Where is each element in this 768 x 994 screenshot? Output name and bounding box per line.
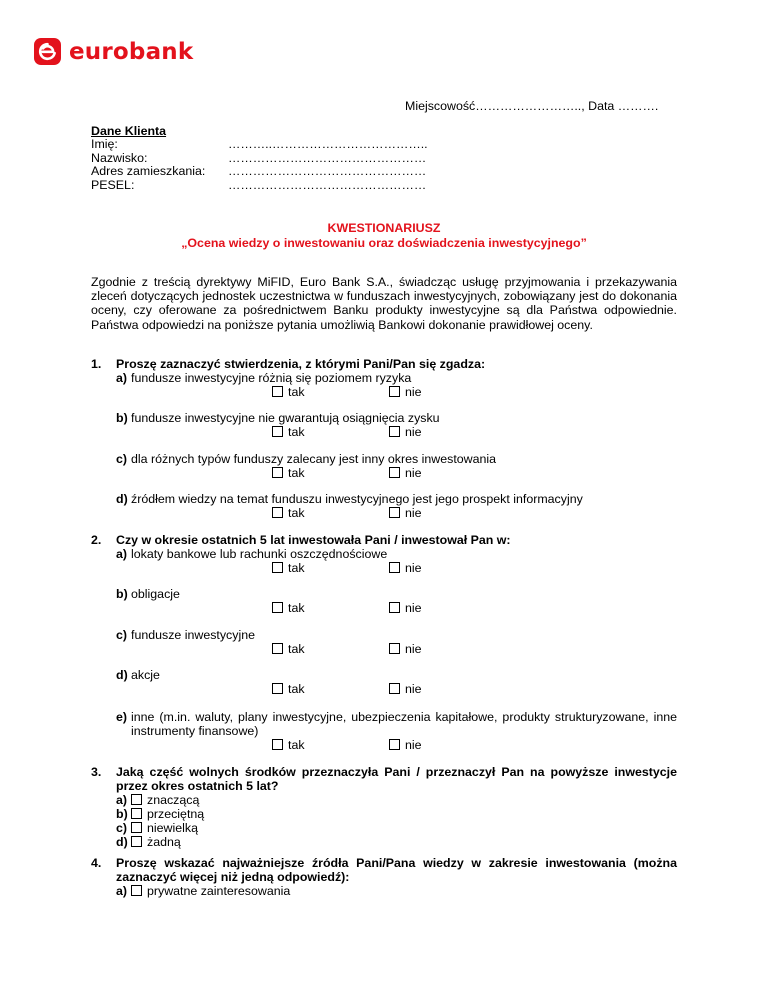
title-main: KWESTIONARIUSZ [327, 221, 441, 235]
option-label: nie [405, 738, 422, 752]
q1d-no-option[interactable] [389, 506, 422, 520]
option-label: nie [405, 642, 422, 656]
question-3-heading [91, 765, 677, 793]
item-letter: c) [116, 452, 128, 466]
intro-paragraph: Zgodnie z treścią dyrektywy MiFID, Euro Bank S.A., świadcząc usługę przyjmowania i przekazywania zleceń dotyczących jednostek uczestnictwa w funduszach inwestycyjnych, zobowiązany jest do dokonania oceny, czy oferowane za pośrednictwem Banku produkty inwestycyjne są dla Państwa odpowiednie. Państwa odpowiedzi na poniższe pytania umożliwią Bankowi dokonanie prawidłowej oceny. [91, 275, 677, 332]
field-label: PESEL: [91, 177, 135, 192]
option-label: żadną [147, 835, 181, 849]
q2b-yes-option[interactable] [272, 601, 305, 615]
client-data-title: Dane Klienta [91, 124, 167, 138]
title-subtitle: „Ocena wiedzy o inwestowaniu oraz doświadczenia inwestycyjnego” [181, 236, 587, 250]
question-number: 2. [91, 533, 102, 547]
item-letter: d) [116, 835, 128, 849]
checkbox[interactable] [131, 885, 142, 896]
option-label: tak [288, 738, 305, 752]
client-data [91, 125, 428, 192]
option-label: tak [288, 506, 305, 520]
checkbox[interactable] [389, 683, 400, 694]
checkbox[interactable] [389, 386, 400, 397]
option-label: tak [288, 466, 305, 480]
option-label: tak [288, 682, 305, 696]
date-field[interactable]: Data ………. [588, 99, 659, 113]
item-text: lokaty bankowe lub rachunki oszczędnościowe [131, 547, 388, 561]
q2a-yes-option[interactable] [272, 561, 305, 575]
checkbox[interactable] [131, 808, 142, 819]
checkbox[interactable] [272, 602, 283, 613]
q1a-yes-option[interactable] [272, 385, 305, 399]
place-field[interactable]: Miejscowość…………………….., [405, 99, 585, 113]
question-number: 1. [91, 357, 102, 371]
option-label: tak [288, 385, 305, 399]
field-label: Nazwisko: [91, 150, 148, 165]
checkbox[interactable] [272, 683, 283, 694]
q1b-no-option[interactable] [389, 425, 422, 439]
item-text: obligacje [131, 587, 180, 601]
question-text: Jaką część wolnych środków przeznaczyła Pani / przeznaczył Pan na powyższe inwestycje przez okres ostatnich 5 lat? [116, 765, 677, 793]
checkbox[interactable] [389, 739, 400, 750]
eurobank-logo-text: eurobank [69, 38, 194, 65]
option-label: znaczącą [147, 793, 200, 807]
client-field-row [91, 179, 428, 192]
checkbox[interactable] [272, 739, 283, 750]
question-text: Czy w okresie ostatnich 5 lat inwestowała Pani / inwestował Pan w: [116, 533, 511, 547]
client-field-row [91, 152, 428, 165]
question-2 [91, 533, 677, 752]
question-number: 3. [91, 765, 102, 779]
item-text: inne (m.in. waluty, plany inwestycyjne, ubezpieczenia kapitałowe, produkty strukturyzowane, inne instrumenty finansowe) [131, 710, 677, 738]
checkbox[interactable] [272, 426, 283, 437]
option-label: nie [405, 601, 422, 615]
q1-item-c [116, 452, 496, 466]
q3-option-c[interactable] [116, 821, 198, 835]
option-label: przeciętną [147, 807, 205, 821]
item-letter: a) [116, 884, 128, 898]
q2e-no-option[interactable] [389, 738, 422, 752]
q2-item-c [116, 628, 255, 642]
question-1 [91, 357, 677, 520]
checkbox[interactable] [389, 643, 400, 654]
option-label: prywatne zainteresowania [147, 884, 291, 898]
option-label: nie [405, 506, 422, 520]
client-field-row [91, 138, 428, 151]
item-letter: b) [116, 411, 128, 425]
item-text: dla różnych typów funduszy zalecany jest inny okres inwestowania [131, 452, 497, 466]
item-text: akcje [131, 668, 160, 682]
item-letter: a) [116, 547, 128, 561]
item-letter: a) [116, 793, 128, 807]
q4-option-a[interactable] [116, 884, 290, 898]
option-label: niewielką [147, 821, 198, 835]
q2c-yes-option[interactable] [272, 642, 305, 656]
q1-item-a [116, 371, 411, 385]
option-label: nie [405, 425, 422, 439]
checkbox[interactable] [389, 426, 400, 437]
q2d-yes-option[interactable] [272, 682, 305, 696]
q1-item-d [116, 492, 583, 506]
checkbox[interactable] [272, 386, 283, 397]
q2-item-d [116, 668, 160, 682]
checkbox[interactable] [131, 836, 142, 847]
q2b-no-option[interactable] [389, 601, 422, 615]
item-letter: d) [116, 492, 128, 506]
question-number: 4. [91, 856, 102, 870]
place-date-line [405, 99, 658, 113]
option-label: nie [405, 682, 422, 696]
last-name-field[interactable]: ………………………………………… [228, 150, 427, 165]
q2-item-a [116, 547, 387, 561]
questionnaire-title [0, 221, 768, 251]
q2c-no-option[interactable] [389, 642, 422, 656]
item-text: fundusze inwestycyjne [131, 628, 255, 642]
eurobank-logo [34, 38, 193, 65]
checkbox[interactable] [389, 602, 400, 613]
question-text: Proszę wskazać najważniejsze źródła Pani/Pana wiedzy w zakresie inwestowania (można zaznaczyć więcej niż jedną odpowiedź): [116, 856, 677, 884]
checkbox[interactable] [389, 507, 400, 518]
option-label: tak [288, 601, 305, 615]
eurobank-logo-icon [34, 38, 61, 65]
item-letter: b) [116, 807, 128, 821]
checkbox[interactable] [389, 562, 400, 573]
q2e-yes-option[interactable] [272, 738, 305, 752]
item-text: fundusze inwestycyjne nie gwarantują osiągnięcia zysku [131, 411, 440, 425]
question-3 [91, 765, 677, 849]
item-letter: c) [116, 821, 128, 835]
item-letter: c) [116, 628, 128, 642]
q1a-no-option[interactable] [389, 385, 422, 399]
q2a-no-option[interactable] [389, 561, 422, 575]
q2d-no-option[interactable] [389, 682, 422, 696]
first-name-field[interactable]: ………..……………………………….. [228, 137, 428, 152]
q1-item-b [116, 411, 440, 425]
q3-option-d[interactable] [116, 835, 181, 849]
item-letter: a) [116, 371, 128, 385]
q1d-yes-option[interactable] [272, 506, 305, 520]
question-4-heading [91, 856, 677, 884]
checkbox[interactable] [272, 562, 283, 573]
item-text: fundusze inwestycyjne różnią się poziomem ryzyka [131, 371, 412, 385]
q2-item-b [116, 587, 180, 601]
q1c-no-option[interactable] [389, 466, 422, 480]
checkbox[interactable] [272, 643, 283, 654]
client-field-row [91, 165, 428, 178]
option-label: nie [405, 466, 422, 480]
address-field[interactable]: ………………………………………… [228, 164, 427, 179]
pesel-field[interactable]: ………………………………………… [228, 177, 427, 192]
item-text: źródłem wiedzy na temat funduszu inwestycyjnego jest jego prospekt informacyjny [131, 492, 583, 506]
q1c-yes-option[interactable] [272, 466, 305, 480]
checkbox[interactable] [272, 507, 283, 518]
checkbox[interactable] [131, 794, 142, 805]
checkbox[interactable] [272, 467, 283, 478]
item-letter: d) [116, 668, 128, 682]
item-letter: b) [116, 587, 128, 601]
checkbox[interactable] [389, 467, 400, 478]
option-label: tak [288, 425, 305, 439]
checkbox[interactable] [131, 822, 142, 833]
q2-item-e [116, 710, 677, 738]
question-4 [91, 856, 677, 898]
q3-option-b[interactable] [116, 807, 204, 821]
field-label: Imię: [91, 137, 118, 152]
q3-option-a[interactable] [116, 793, 199, 807]
question-1-heading [91, 357, 677, 371]
option-label: nie [405, 385, 422, 399]
option-label: tak [288, 561, 305, 575]
question-2-heading [91, 533, 677, 547]
option-label: nie [405, 561, 422, 575]
option-label: tak [288, 642, 305, 656]
q1b-yes-option[interactable] [272, 425, 305, 439]
question-text: Proszę zaznaczyć stwierdzenia, z którymi Pani/Pan się zgadza: [116, 357, 486, 371]
item-letter: e) [116, 710, 128, 724]
field-label: Adres zamieszkania: [91, 164, 206, 179]
